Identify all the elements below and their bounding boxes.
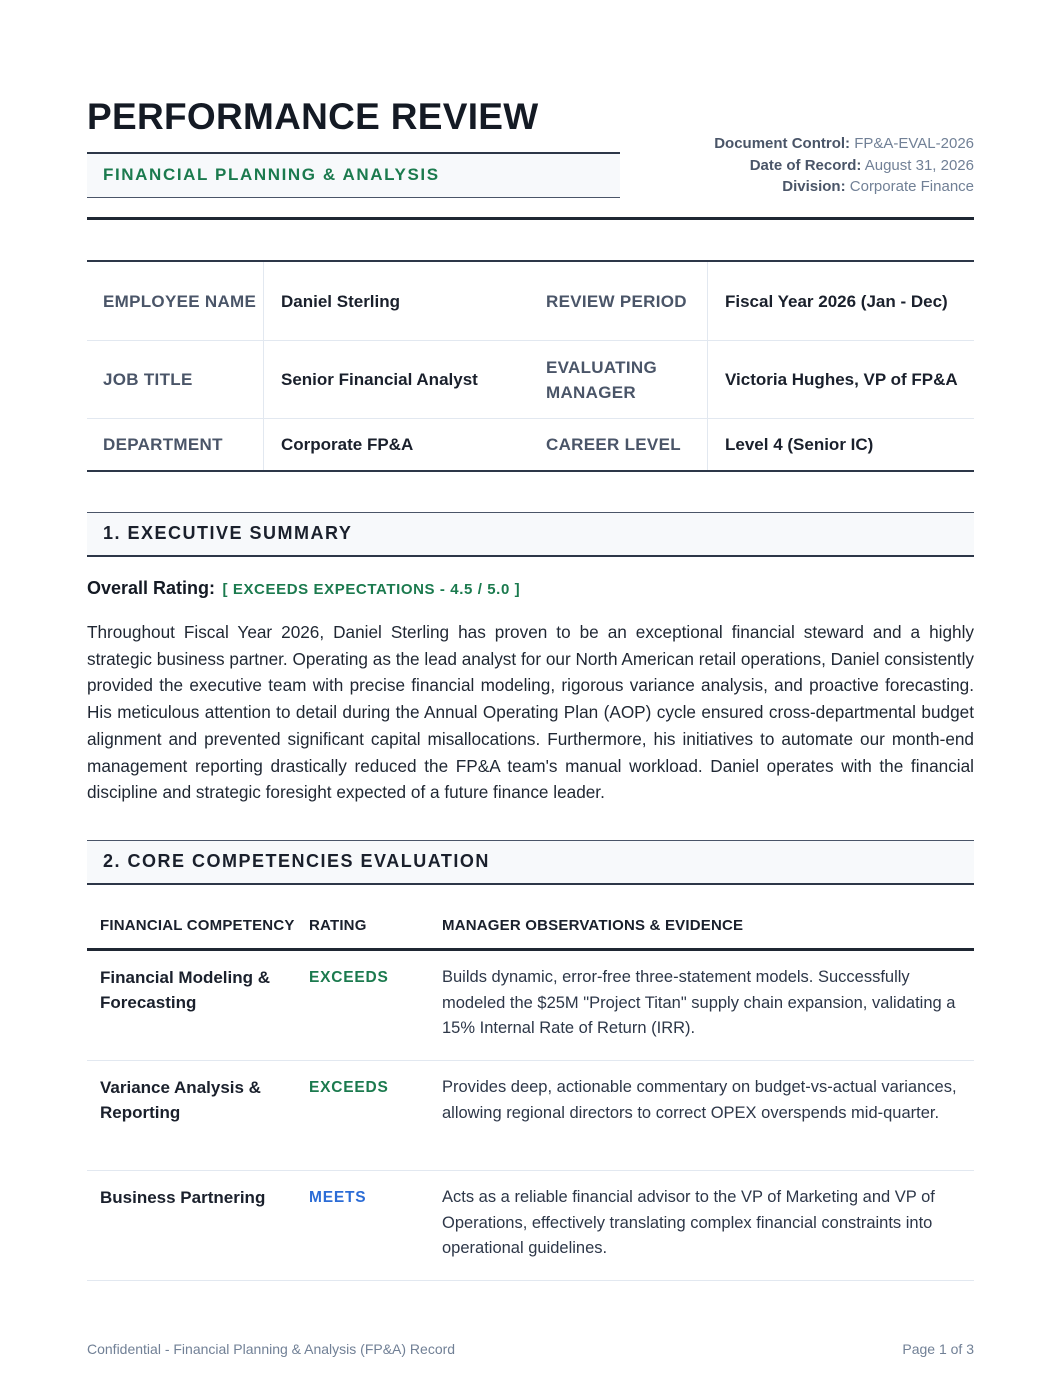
info-label-employee-name: EMPLOYEE NAME (87, 262, 264, 340)
meta-date-of-record (714, 155, 974, 177)
overall-rating (87, 578, 520, 599)
page-footer (87, 1341, 974, 1357)
info-label-job-title: JOB TITLE (87, 341, 264, 418)
meta-label: Document Control: (714, 135, 851, 152)
overall-rating-label: Overall Rating: (87, 578, 216, 598)
meta-label: Date of Record: (749, 156, 862, 174)
footer-page-number: Page 1 of 3 (902, 1341, 974, 1357)
competency-name: Business Partnering (100, 1188, 266, 1207)
table-row (87, 951, 974, 1061)
competency-name: Variance Analysis & Reporting (100, 1078, 261, 1122)
column-header-rating: RATING (309, 917, 367, 934)
meta-value: Corporate Finance (849, 178, 974, 195)
info-value-review-period: Fiscal Year 2026 (Jan - Dec) (725, 291, 948, 311)
document-page (87, 0, 974, 1392)
info-value-career-level: Level 4 (Senior IC) (725, 435, 874, 454)
column-header-observations: MANAGER OBSERVATIONS & EVIDENCE (442, 917, 744, 934)
subtitle: FINANCIAL PLANNING & ANALYSIS (103, 165, 440, 184)
competency-observation: Provides deep, actionable commentary on budget-vs-actual variances, allowing regional directors to correct OPEX overspends mid-quarter. (442, 1078, 957, 1122)
meta-document-control (714, 133, 974, 155)
section-title: 2. CORE COMPETENCIES EVALUATION (103, 851, 490, 871)
employee-info-table (87, 260, 974, 472)
info-value-department: Corporate FP&A (281, 435, 414, 454)
info-row (87, 419, 974, 470)
info-value-evaluating-manager: Victoria Hughes, VP of FP&A (725, 370, 958, 389)
info-label-evaluating-manager: EVALUATING MANAGER (530, 341, 708, 418)
info-value-employee-name: Daniel Sterling (281, 291, 401, 311)
footer-confidential-note: Confidential - Financial Planning & Analysis (FP&A) Record (87, 1341, 456, 1357)
page-title: PERFORMANCE REVIEW (87, 96, 539, 137)
table-row (87, 1061, 974, 1171)
executive-summary-text: Throughout Fiscal Year 2026, Daniel Sterling has proven to be an exceptional financial steward and a highly strategic business partner. Operating as the lead analyst for our North American retail operations, Daniel consistently provided the executive team with precise financial modeling, rigorous variance analysis, and proactive forecasting. His meticulous attention to detail during the Annual Operating Plan (AOP) cycle ensured cross-departmental budget alignment and prevented significant capital misallocations. Furthermore, his initiatives to automate our month-end management reporting drastically reduced the FP&A team's manual workload. Daniel operates with the financial discipline and strategic foresight expected of a future finance leader. (87, 622, 974, 803)
meta-value: August 31, 2026 (864, 156, 974, 174)
competency-observation: Acts as a reliable financial advisor to the VP of Marketing and VP of Operations, effectively translating complex financial constraints into operational guidelines. (442, 1188, 935, 1257)
section-header-executive-summary (87, 512, 974, 557)
info-row (87, 341, 974, 419)
info-row (87, 262, 974, 341)
table-header-row (87, 903, 974, 951)
section-title: 1. EXECUTIVE SUMMARY (103, 523, 353, 543)
info-label-department: DEPARTMENT (87, 419, 264, 470)
competency-rating: EXCEEDS (309, 1079, 389, 1096)
section-header-core-competencies (87, 840, 974, 885)
competency-rating: EXCEEDS (309, 969, 389, 986)
header-divider (87, 217, 974, 220)
competency-observation: Builds dynamic, error-free three-statement models. Successfully modeled the $25M "Project Titan" supply chain expansion, validating a 15% Internal Rate of Return (IRR). (442, 968, 956, 1037)
info-label-review-period: REVIEW PERIOD (530, 262, 708, 340)
meta-value: FP&A-EVAL-2026 (854, 135, 974, 152)
subtitle-banner (87, 152, 620, 198)
meta-label: Division: (782, 178, 846, 195)
competency-name: Financial Modeling & Forecasting (100, 968, 271, 1012)
column-header-competency: FINANCIAL COMPETENCY (100, 917, 295, 934)
document-meta (714, 133, 974, 198)
table-row (87, 1171, 974, 1281)
info-value-job-title: Senior Financial Analyst (281, 370, 478, 389)
meta-division (714, 176, 974, 198)
overall-rating-value: [ EXCEEDS EXPECTATIONS - 4.5 / 5.0 ] (222, 581, 521, 598)
competency-rating: MEETS (309, 1189, 367, 1206)
info-label-career-level: CAREER LEVEL (530, 419, 708, 470)
competencies-table (87, 903, 974, 1281)
